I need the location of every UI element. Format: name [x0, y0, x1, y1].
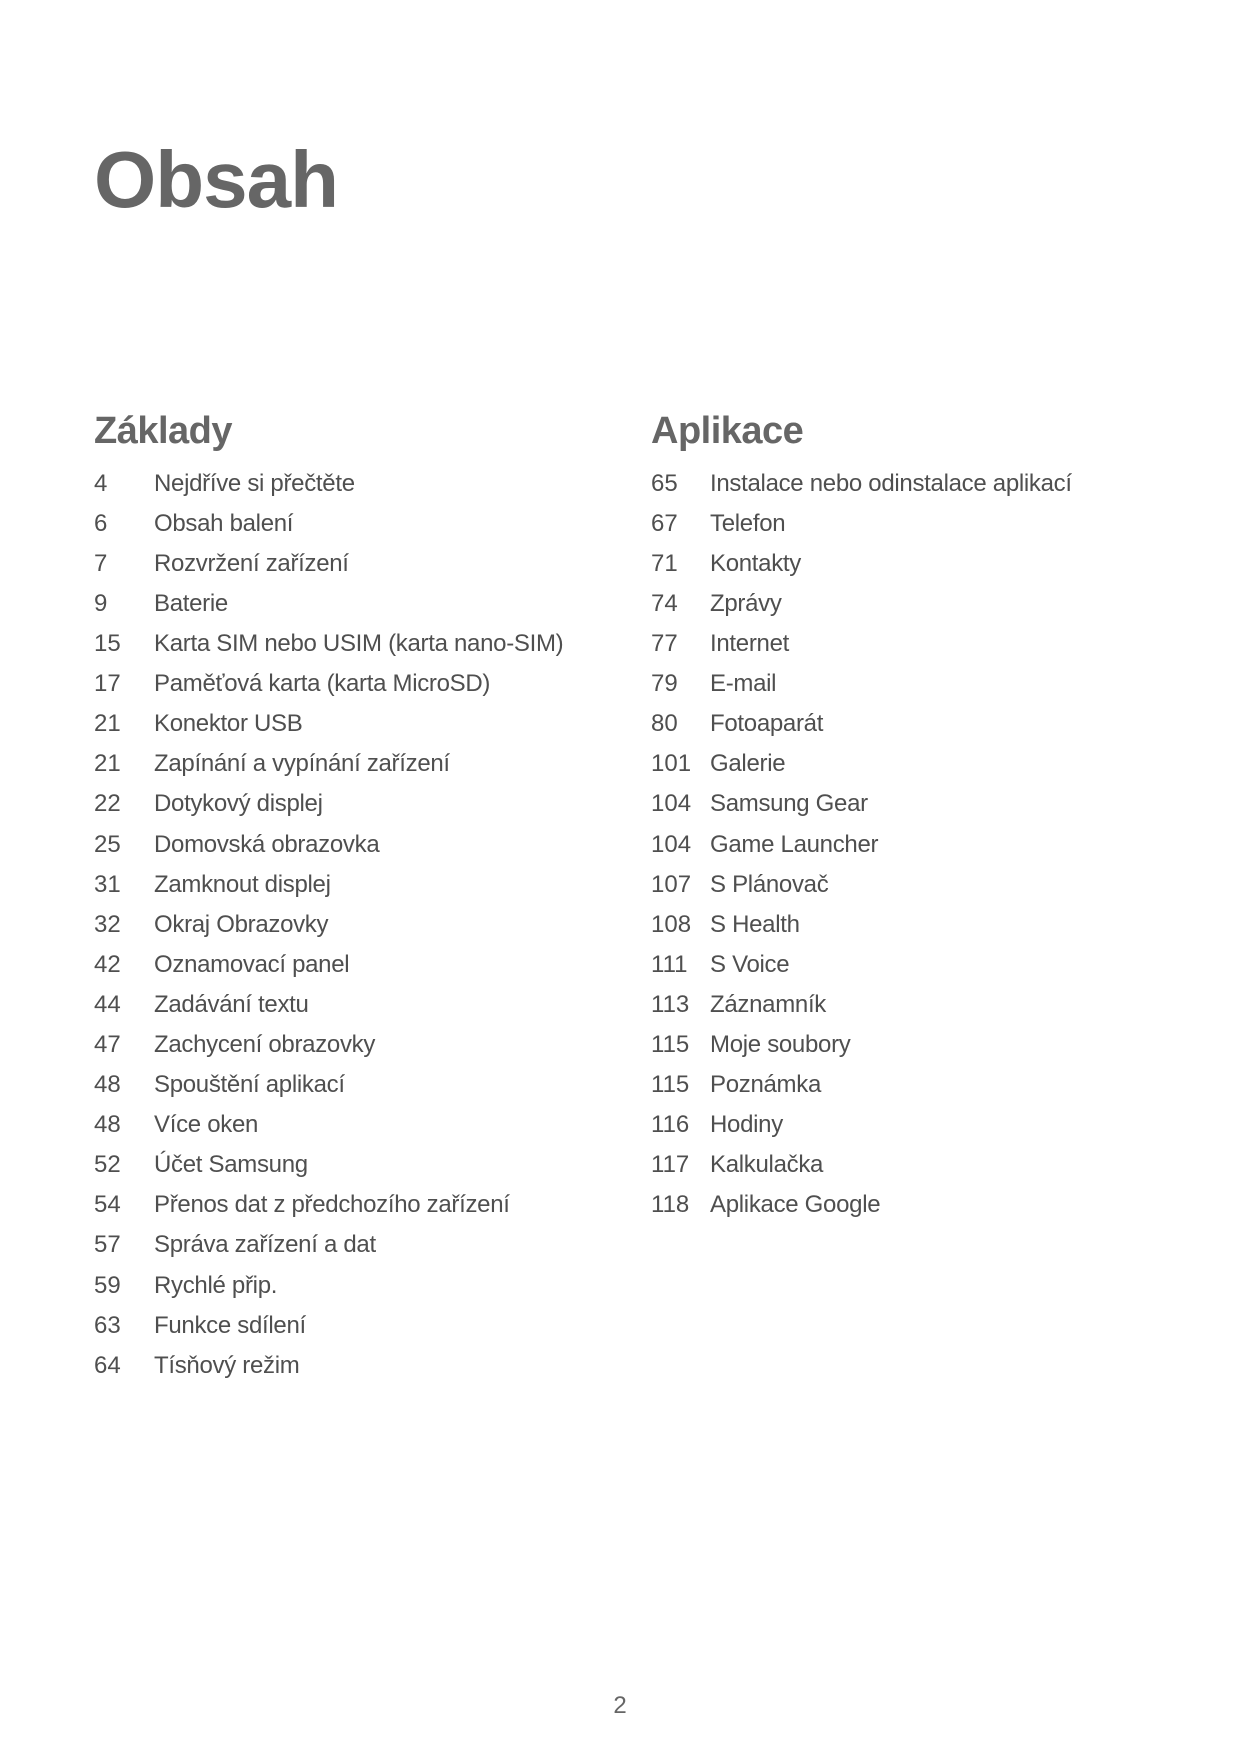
toc-page-number: 101: [651, 750, 692, 778]
toc-page-number: 42: [94, 950, 121, 978]
toc-page-number: 31: [94, 870, 121, 898]
toc-page-number: 15: [94, 630, 121, 658]
toc-entry[interactable]: [651, 504, 1171, 544]
toc-page-number: 104: [651, 790, 692, 818]
toc-page-number: 74: [651, 589, 678, 617]
toc-page-number: 71: [651, 549, 678, 577]
toc-page-number: 116: [651, 1111, 690, 1139]
toc-entry[interactable]: [94, 1266, 614, 1306]
section-heading: Aplikace: [651, 410, 804, 452]
toc-entry[interactable]: [94, 1025, 614, 1065]
toc-entry[interactable]: [94, 1185, 614, 1225]
toc-page-number: 22: [94, 790, 121, 818]
toc-page-number: 9: [94, 589, 108, 617]
page-number: 2: [613, 1692, 627, 1719]
toc-entry[interactable]: [651, 1025, 1171, 1065]
toc-entry-label: Konektor USB: [154, 710, 303, 738]
toc-page-number: 57: [94, 1231, 121, 1259]
toc-page-number: 32: [94, 910, 121, 938]
toc-entry[interactable]: [651, 1185, 1171, 1225]
toc-entry[interactable]: [94, 1065, 614, 1105]
toc-entry-label: Kalkulačka: [710, 1151, 824, 1179]
toc-entry-label: Zachycení obrazovky: [154, 1031, 376, 1058]
toc-page-number: 67: [651, 509, 678, 537]
toc-entry-label: Domovská obrazovka: [154, 830, 380, 858]
toc-entry[interactable]: [651, 1145, 1171, 1185]
toc-entry-label: Kontakty: [710, 549, 801, 577]
toc-page-number: 25: [94, 830, 121, 858]
toc-page-number: 77: [651, 630, 678, 658]
toc-entry-label: Zamknout displej: [154, 870, 331, 898]
toc-entry-label: Správa zařízení a dat: [154, 1231, 376, 1259]
toc-entry[interactable]: [94, 464, 614, 504]
toc-entry-label: S Voice: [710, 950, 790, 978]
toc-entry[interactable]: [651, 905, 1171, 945]
toc-entry[interactable]: [651, 865, 1171, 905]
toc-entry[interactable]: [94, 624, 614, 664]
toc-entry[interactable]: [94, 784, 614, 824]
toc-entry[interactable]: [94, 1306, 614, 1346]
toc-page-number: 107: [651, 870, 692, 898]
page-title: Obsah: [94, 135, 338, 224]
toc-entry[interactable]: [651, 1105, 1171, 1145]
toc-entry[interactable]: [94, 865, 614, 905]
toc-page-number: 113: [651, 990, 690, 1018]
toc-entry-label: Rozvržení zařízení: [154, 549, 349, 577]
toc-page-number: 17: [94, 670, 121, 698]
toc-page-number: 104: [651, 830, 692, 858]
toc-entry-label: Baterie: [154, 589, 228, 617]
toc-page-number: 6: [94, 509, 108, 537]
toc-entry-label: Galerie: [710, 750, 786, 778]
toc-entry[interactable]: [651, 704, 1171, 744]
toc-entry-label: Tísňový režim: [154, 1351, 300, 1379]
toc-entry-label: Okraj Obrazovky: [154, 910, 329, 938]
toc-entry-label: Zadávání textu: [154, 990, 309, 1018]
toc-page-number: 79: [651, 670, 678, 698]
toc-page-number: 47: [94, 1031, 121, 1058]
toc-entry-label: Moje soubory: [710, 1031, 851, 1058]
toc-page-number: 21: [94, 750, 121, 778]
toc-entry-label: Zprávy: [710, 589, 782, 617]
toc-entry[interactable]: [651, 584, 1171, 624]
toc-section-zaklady: [94, 410, 614, 1386]
toc-entry-label: Game Launcher: [710, 830, 879, 858]
toc-entry-label: Nejdříve si přečtěte: [154, 469, 355, 497]
toc-entry-label: Aplikace Google: [710, 1191, 881, 1219]
toc-list: [651, 464, 1171, 1226]
toc-entry[interactable]: [651, 464, 1171, 504]
toc-entry-label: Karta SIM nebo USIM (karta nano-SIM): [154, 630, 564, 658]
toc-entry[interactable]: [94, 744, 614, 784]
toc-page-number: 59: [94, 1271, 121, 1299]
toc-page-number: 115: [651, 1031, 690, 1058]
toc-entry-label: Záznamník: [710, 990, 827, 1018]
toc-entry-label: S Plánovač: [710, 870, 829, 898]
toc-page-number: 111: [651, 950, 688, 978]
toc-entry[interactable]: [94, 704, 614, 744]
toc-page-number: 54: [94, 1191, 121, 1219]
toc-page-number: 115: [651, 1071, 690, 1099]
toc-entry[interactable]: [651, 744, 1171, 784]
toc-entry[interactable]: [94, 504, 614, 544]
toc-entry-label: Spouštění aplikací: [154, 1071, 345, 1099]
toc-page-number: 64: [94, 1351, 121, 1379]
toc-entry-label: Poznámka: [710, 1071, 821, 1099]
toc-entry-label: Funkce sdílení: [154, 1311, 306, 1339]
toc-page-number: 80: [651, 710, 678, 738]
toc-entry-label: Fotoaparát: [710, 710, 824, 738]
toc-entry[interactable]: [94, 945, 614, 985]
toc-page-number: 48: [94, 1111, 121, 1139]
toc-entry-label: Obsah balení: [154, 509, 294, 537]
toc-page-number: 21: [94, 710, 121, 738]
toc-entry-label: Hodiny: [710, 1111, 783, 1139]
toc-page-number: 108: [651, 910, 692, 938]
toc-entry-label: Dotykový displej: [154, 790, 323, 818]
toc-page-number: 117: [651, 1151, 690, 1179]
toc-entry-label: Samsung Gear: [710, 790, 868, 818]
toc-entry-label: Rychlé přip.: [154, 1271, 278, 1299]
toc-entry[interactable]: [651, 825, 1171, 865]
toc-entry[interactable]: [94, 1105, 614, 1145]
toc-entry[interactable]: [94, 1346, 614, 1386]
toc-page-number: 4: [94, 469, 108, 497]
toc-entry[interactable]: [94, 544, 614, 584]
toc-entry[interactable]: [651, 544, 1171, 584]
toc-page-number: 118: [651, 1191, 690, 1219]
toc-page-number: 65: [651, 469, 678, 497]
section-heading: Základy: [94, 410, 233, 452]
toc-entry[interactable]: [651, 1065, 1171, 1105]
toc-entry[interactable]: [651, 664, 1171, 704]
toc-page-number: 7: [94, 549, 108, 577]
toc-entry[interactable]: [651, 985, 1171, 1025]
toc-entry[interactable]: [94, 664, 614, 704]
toc-entry-label: Internet: [710, 630, 789, 658]
toc-entry[interactable]: [651, 784, 1171, 824]
toc-entry[interactable]: [94, 985, 614, 1025]
toc-entry[interactable]: [94, 825, 614, 865]
toc-entry-label: Instalace nebo odinstalace aplikací: [710, 469, 1072, 497]
toc-entry[interactable]: [651, 624, 1171, 664]
toc-entry-label: E-mail: [710, 670, 777, 698]
toc-page-number: 48: [94, 1071, 121, 1099]
toc-page-number: 52: [94, 1151, 121, 1179]
toc-entry-label: Účet Samsung: [154, 1151, 308, 1179]
toc-entry-label: Oznamovací panel: [154, 950, 350, 978]
toc-entry-label: Více oken: [154, 1111, 259, 1139]
toc-entry[interactable]: [94, 1225, 614, 1265]
toc-entry[interactable]: [94, 905, 614, 945]
toc-entry-label: Přenos dat z předchozího zařízení: [154, 1191, 510, 1219]
toc-entry[interactable]: [94, 584, 614, 624]
toc-page-number: 63: [94, 1311, 121, 1339]
toc-list: [94, 464, 614, 1386]
toc-entry-label: Zapínání a vypínání zařízení: [154, 750, 450, 778]
toc-section-aplikace: [651, 410, 1171, 1225]
toc-entry-label: Paměťová karta (karta MicroSD): [154, 670, 491, 698]
toc-entry-label: S Health: [710, 910, 800, 938]
toc-entry[interactable]: [94, 1145, 614, 1185]
toc-entry[interactable]: [651, 945, 1171, 985]
toc-entry-label: Telefon: [710, 509, 786, 537]
toc-page-number: 44: [94, 990, 121, 1018]
